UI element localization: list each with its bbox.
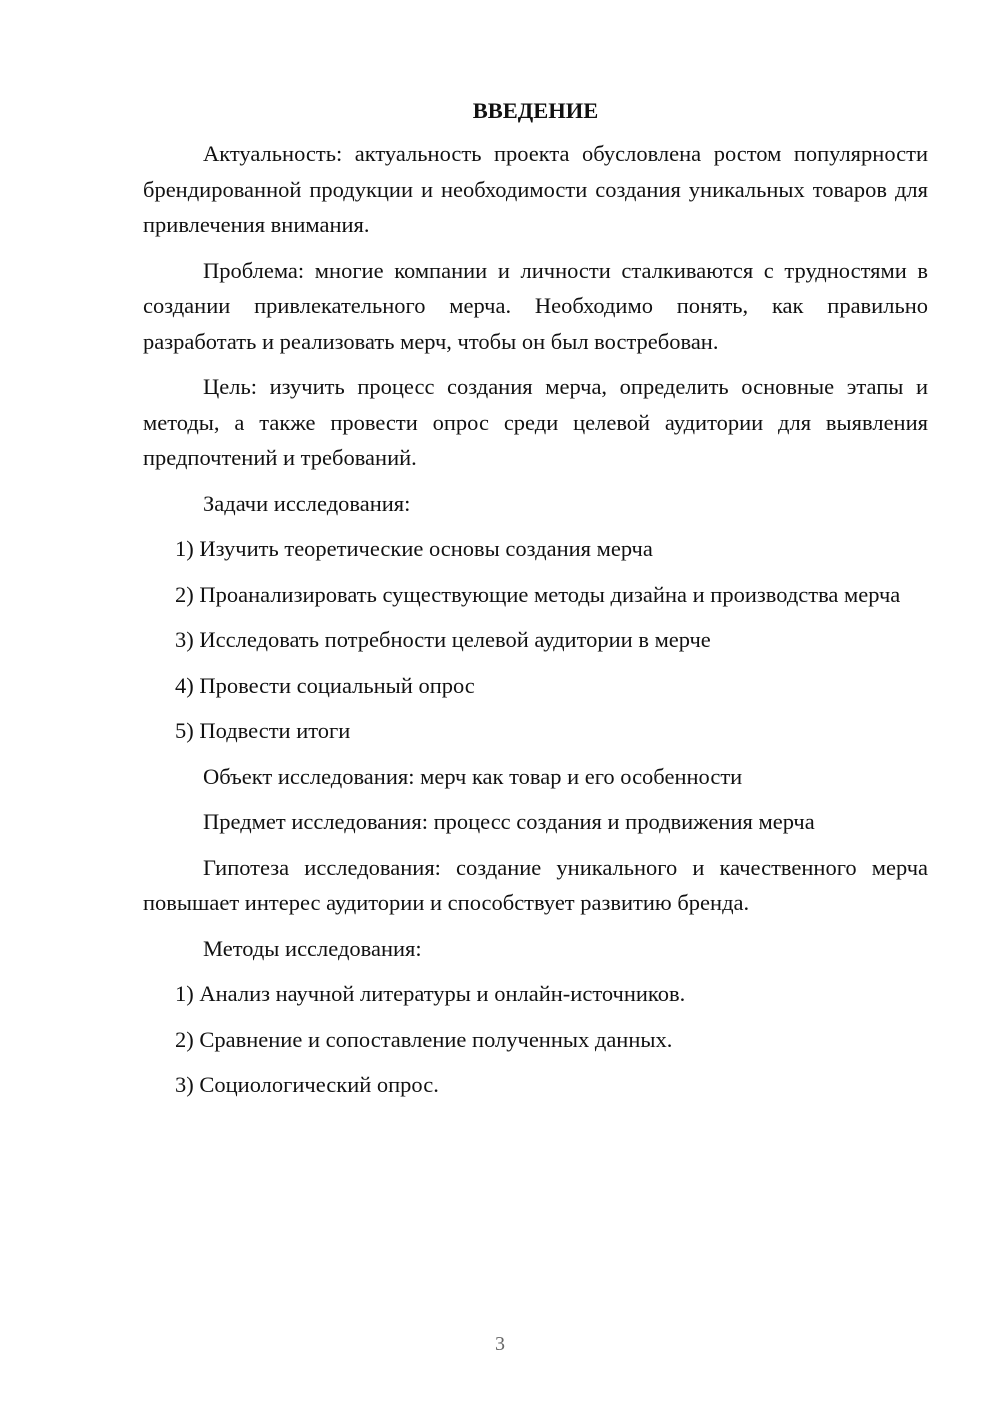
problem-paragraph: Проблема: многие компании и личности сталкиваются с трудностями в создании привлекательного мерча. Необходимо понять, как правильно разработать и реализовать мерч, чтобы он был востребован. bbox=[143, 257, 928, 354]
task-item: 4) Провести социальный опрос bbox=[175, 672, 475, 698]
method-item: 1) Анализ научной литературы и онлайн-источников. bbox=[175, 981, 686, 1006]
method-item: 2) Сравнение и сопоставление полученных данных. bbox=[175, 1026, 673, 1052]
task-item: 3) Исследовать потребности целевой аудитории в мерче bbox=[175, 627, 711, 652]
relevance-paragraph: Актуальность: актуальность проекта обусловлена ростом популярности брендированной продукции и необходимости создания уникальных товаров для привлечения внимания. bbox=[143, 141, 928, 237]
page-number: 3 bbox=[495, 1333, 505, 1355]
tasks-heading: Задачи исследования: bbox=[203, 490, 411, 516]
page-title: ВВЕДЕНИЕ bbox=[472, 98, 599, 123]
subject-paragraph: Предмет исследования: процесс создания и продвижения мерча bbox=[203, 809, 815, 834]
object-paragraph: Объект исследования: мерч как товар и его особенности bbox=[203, 763, 743, 789]
task-item: 5) Подвести итоги bbox=[175, 718, 351, 743]
task-item: 1) Изучить теоретические основы создания мерча bbox=[175, 536, 653, 561]
methods-heading: Методы исследования: bbox=[203, 935, 422, 961]
hypothesis-paragraph: Гипотеза исследования: создание уникального и качественного мерча повышает интерес аудитории и способствует развитию бренда. bbox=[143, 854, 928, 915]
page-content bbox=[143, 96, 928, 1113]
goal-paragraph: Цель: изучить процесс создания мерча, определить основные этапы и методы, а также провести опрос среди целевой аудитории для выявления предпочтений и требований. bbox=[143, 374, 928, 470]
method-item: 3) Социологический опрос. bbox=[175, 1072, 439, 1097]
task-item: 2) Проанализировать существующие методы дизайна и производства мерча bbox=[175, 581, 901, 607]
